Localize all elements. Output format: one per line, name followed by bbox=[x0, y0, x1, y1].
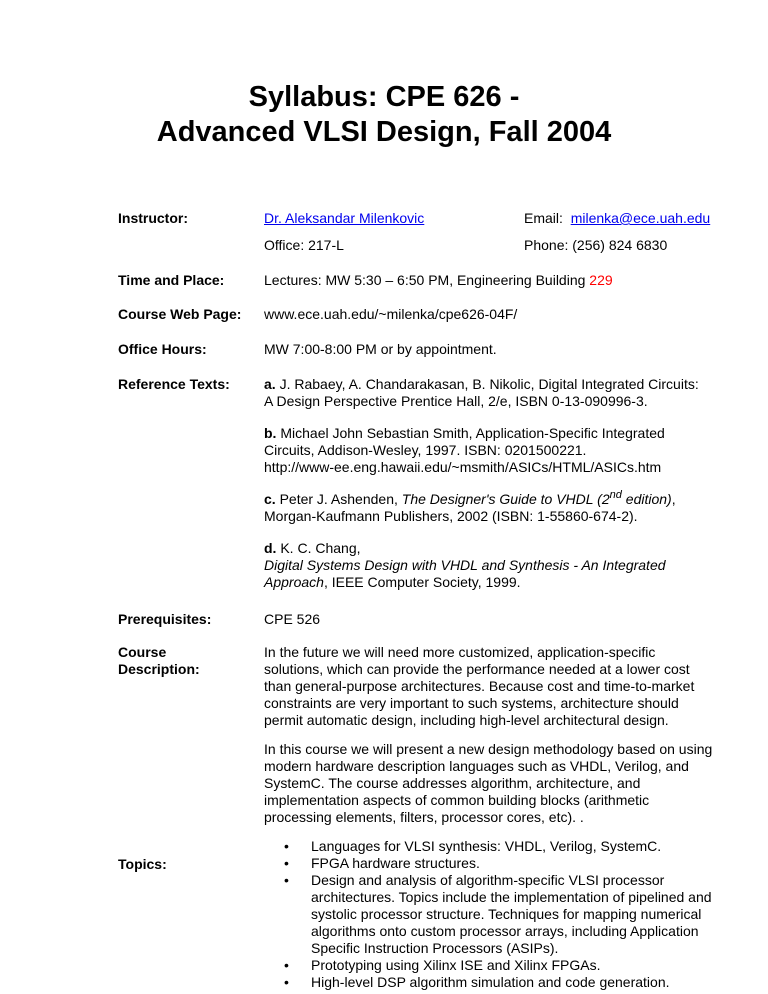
prerequisites-text: CPE 526 bbox=[264, 611, 321, 627]
desc-p1-line3: than general-purpose architectures. Because cost and time-to-market bbox=[264, 678, 695, 694]
ref-c-author: Peter J. Ashenden, bbox=[275, 491, 402, 507]
ref-c-comma: , bbox=[671, 491, 676, 507]
ref-c-title bbox=[402, 491, 672, 507]
topic-item-cont: Specific Instruction Processors (ASIPs). bbox=[311, 940, 559, 956]
instructor-label: Instructor: bbox=[118, 210, 188, 226]
office: Office: 217-L bbox=[264, 237, 344, 253]
ref-b-line1 bbox=[264, 425, 665, 442]
ref-b-marker: b. bbox=[264, 425, 277, 441]
topic-bullet: • bbox=[284, 855, 289, 871]
email-row bbox=[524, 210, 710, 227]
ref-c-title-text: The Designer's Guide to VHDL (2 bbox=[401, 491, 610, 507]
desc-p2-line4: implementation aspects of common building blocks (arithmetic bbox=[264, 792, 650, 808]
topic-item: Design and analysis of algorithm-specific VLSI processor bbox=[311, 872, 665, 888]
topic-item-cont: systolic processor structure. Techniques for mapping numerical bbox=[311, 906, 702, 922]
desc-p1-line2: solutions, which can provide the performance needed at a lower cost bbox=[264, 661, 690, 677]
office-hours-text: MW 7:00-8:00 PM or by appointment. bbox=[264, 341, 497, 357]
desc-p1-line5: permit automatic design, including high-level architectural design. bbox=[264, 712, 669, 728]
ref-a-text: J. Rabaey, A. Chandarakasan, B. Nikolic, Digital Integrated Circuits: bbox=[275, 376, 699, 392]
ref-d-publisher: , IEEE Computer Society, 1999. bbox=[323, 574, 521, 590]
web-page-label: Course Web Page: bbox=[118, 306, 242, 322]
topic-item-cont: architectures. Topics include the implementation of pipelined and bbox=[311, 889, 712, 905]
desc-p2-line5: processing elements, filters, processor cores, etc). . bbox=[264, 809, 584, 825]
ref-d-text: K. C. Chang, bbox=[276, 540, 361, 556]
page-title-line1: Syllabus: CPE 626 - bbox=[248, 81, 520, 113]
ref-b-line2: Circuits, Addison-Wesley, 1997. ISBN: 0201500221. bbox=[264, 442, 587, 458]
ref-d-marker: d. bbox=[264, 540, 277, 556]
ref-c-marker: c. bbox=[264, 491, 276, 507]
topic-item: Prototyping using Xilinx ISE and Xilinx FPGAs. bbox=[311, 957, 601, 973]
topic-item: FPGA hardware structures. bbox=[311, 855, 480, 871]
office-hours-label: Office Hours: bbox=[118, 341, 207, 357]
ref-a-marker: a. bbox=[264, 376, 276, 392]
desc-p1-line4: constraints are very important to such systems, architecture should bbox=[264, 695, 679, 711]
desc-p2-line1: In this course we will present a new design methodology based on using bbox=[264, 741, 713, 757]
topic-bullet: • bbox=[284, 872, 289, 888]
topic-item: High-level DSP algorithm simulation and code generation. bbox=[311, 974, 670, 990]
room-number: 229 bbox=[589, 272, 613, 288]
desc-p2-line3: SystemC. The course addresses algorithm, architecture, and bbox=[264, 775, 641, 791]
ref-b-line3: http://www-ee.eng.hawaii.edu/~msmith/ASICs/HTML/ASICs.htm bbox=[264, 459, 662, 475]
ref-d-approach: Approach bbox=[264, 574, 324, 590]
topic-bullet: • bbox=[284, 838, 289, 854]
desc-p2-line2: modern hardware description languages such as VHDL, Verilog, and bbox=[264, 758, 689, 774]
instructor-name-link[interactable]: Dr. Aleksandar Milenkovic bbox=[264, 210, 425, 226]
topic-item-cont: algorithms onto custom processor arrays, including Application bbox=[311, 923, 699, 939]
ref-d-line3 bbox=[264, 574, 521, 591]
course-description-label-line1: Course bbox=[118, 644, 167, 660]
ref-a-line1 bbox=[264, 376, 699, 393]
topic-item: Languages for VLSI synthesis: VHDL, Verilog, SystemC. bbox=[311, 838, 662, 854]
topics-label: Topics: bbox=[118, 856, 167, 872]
reference-texts-label: Reference Texts: bbox=[118, 376, 230, 392]
ref-c-sup: nd bbox=[609, 489, 622, 501]
page-title-line2: Advanced VLSI Design, Fall 2004 bbox=[156, 116, 612, 148]
ref-c-line2: Morgan-Kaufmann Publishers, 2002 (ISBN: 1-55860-674-2). bbox=[264, 508, 638, 524]
email-link[interactable]: milenka@ece.uah.edu bbox=[570, 210, 711, 226]
topic-bullet: • bbox=[284, 957, 289, 973]
web-page-url: www.ece.uah.edu/~milenka/cpe626-04F/ bbox=[264, 306, 518, 322]
ref-b-text: Michael John Sebastian Smith, Application-Specific Integrated bbox=[276, 425, 665, 441]
topic-bullet: • bbox=[284, 974, 289, 990]
desc-p1-line1: In the future we will need more customized, application-specific bbox=[264, 644, 656, 660]
ref-a-line2: A Design Perspective Prentice Hall, 2/e, ISBN 0-13-090996-3. bbox=[264, 393, 648, 409]
time-place-text bbox=[264, 272, 613, 289]
lecture-time: Lectures: MW 5:30 – 6:50 PM, Engineering Building bbox=[264, 272, 590, 288]
prerequisites-label: Prerequisites: bbox=[118, 611, 212, 627]
ref-c-title-end: edition) bbox=[621, 491, 672, 507]
email-label: Email: bbox=[524, 210, 563, 226]
ref-d-line2: Digital Systems Design with VHDL and Synthesis - An Integrated bbox=[264, 557, 666, 573]
ref-d-line1 bbox=[264, 540, 361, 557]
phone: Phone: (256) 824 6830 bbox=[524, 237, 668, 253]
time-place-label: Time and Place: bbox=[118, 272, 225, 288]
course-description-label-line2: Description: bbox=[118, 661, 200, 677]
